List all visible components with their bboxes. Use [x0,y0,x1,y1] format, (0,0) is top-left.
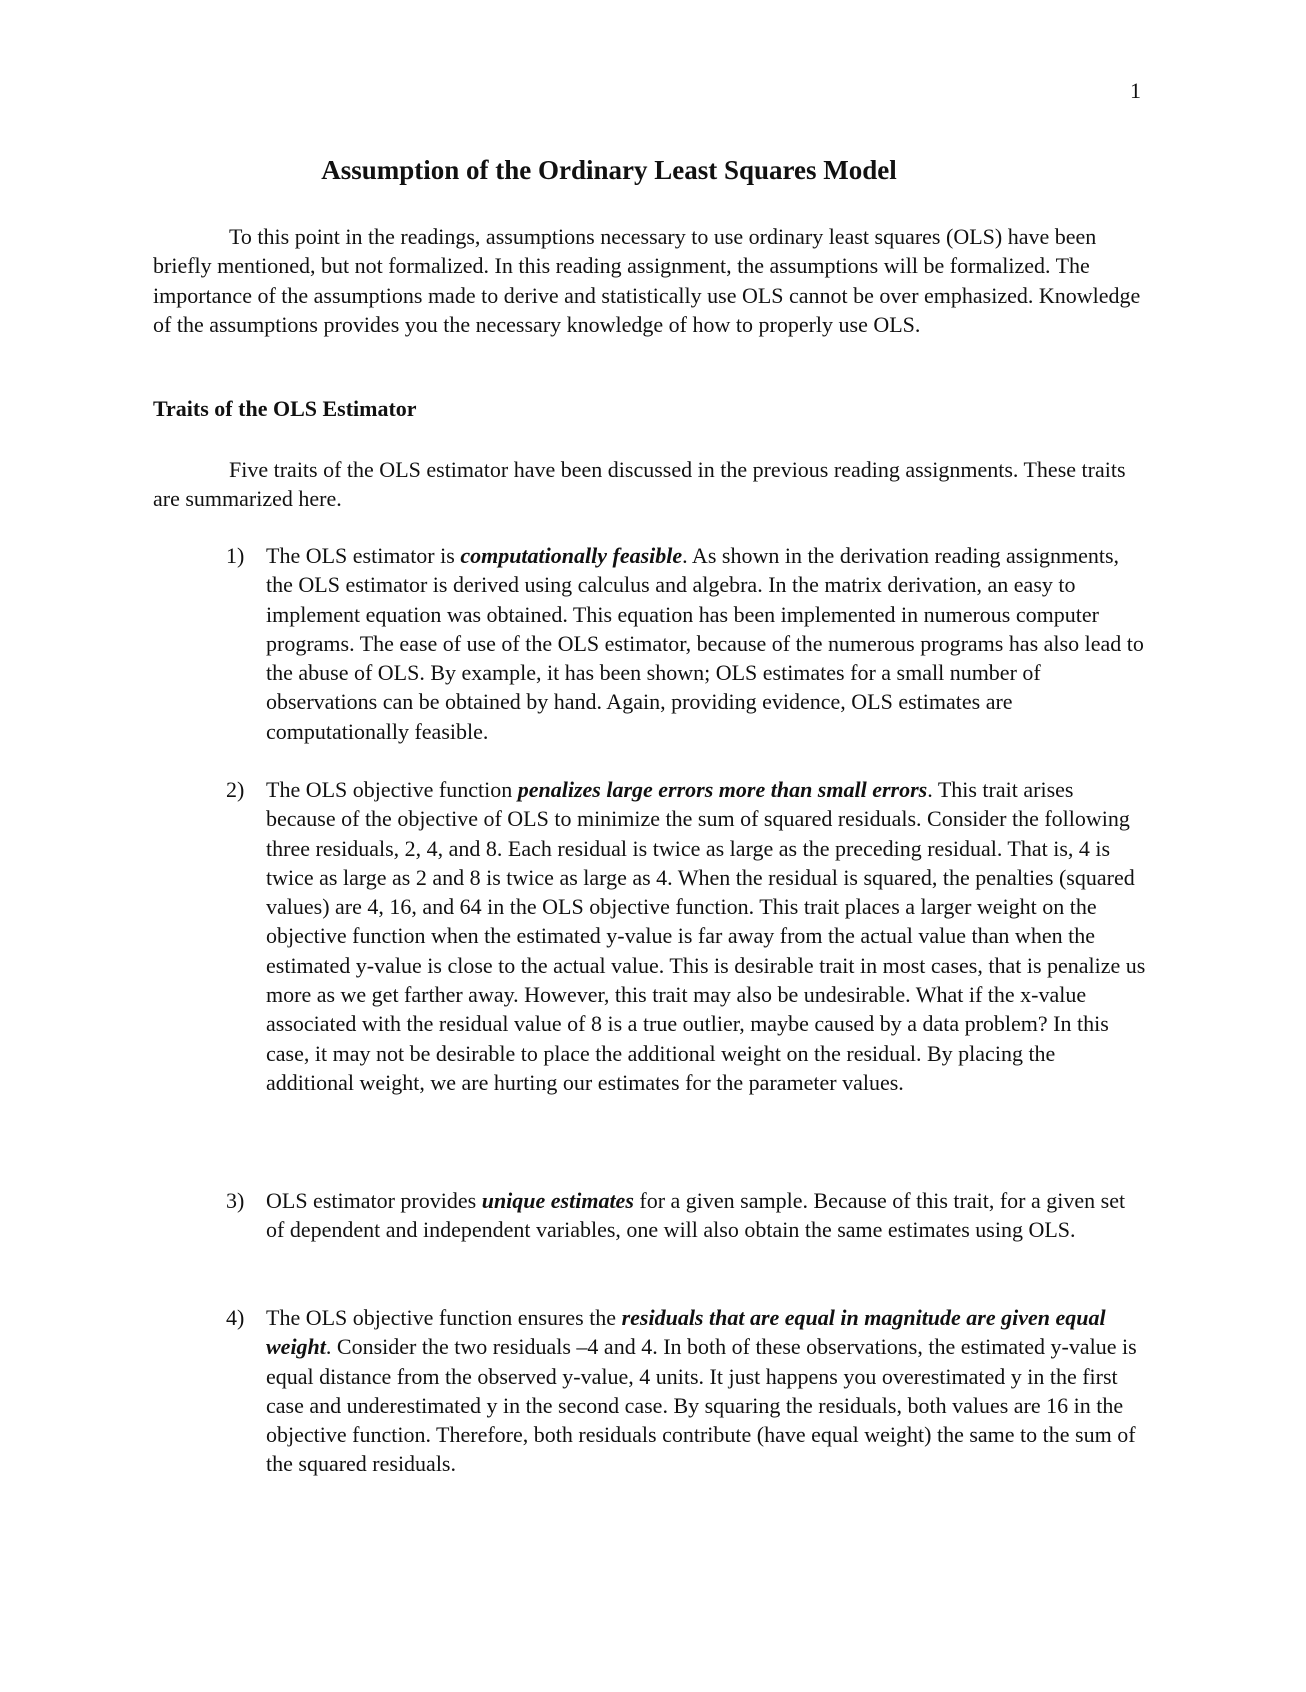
trait-number: 1) [226,543,245,568]
trait-text-before: The OLS objective function ensures the [266,1305,622,1330]
intro-paragraph: To this point in the readings, assumptions necessary to use ordinary least squares (OLS) have been briefly mentioned, but not formalized. In this reading assignment, the assumptions will be formalized. The importance of the assumptions made to derive and statistically use OLS cannot be over emphasized. Knowledge of the assumptions provides you the necessary knowledge of how to properly use OLS. [153,224,1141,337]
traits-intro-paragraph: Five traits of the OLS estimator have been discussed in the previous reading assignments. These traits are summarized here. [153,457,1126,512]
trait-text-before: The OLS estimator is [266,543,461,568]
trait-text-before: The OLS objective function [266,777,518,802]
trait-emphasis: computationally feasible [460,543,683,568]
trait-item-1 [226,541,1146,746]
page-number: 1 [1130,78,1141,103]
trait-item-2 [226,775,1146,1097]
trait-item-4 [226,1303,1146,1479]
trait-text-after: for a given sample. Because of this trait, for a given set of dependent and independent variables, one will also obtain the same estimates using OLS. [266,1188,1126,1243]
trait-text [266,541,1146,746]
trait-emphasis: unique estimates [481,1188,634,1213]
section-heading: Traits of the OLS Estimator [153,396,417,421]
trait-text-before: OLS estimator provides [266,1188,482,1213]
trait-emphasis: residuals that are equal in magnitude are given equal weight [266,1305,1106,1360]
trait-text-after: . This trait arises because of the objective of OLS to minimize the sum of squared residuals. Consider the following three residuals, 2, 4, and 8. Each residual is twice as large as the preceding residual. That is, 4 is twice as large as 2 and 8 is twice as large as 4. When the residual is squared, the penalties (squared values) are 4, 16, and 64 in the OLS objective function. This trait places a larger weight on the objective function when the estimated y-value is far away from the actual value than when the estimated y-value is close to the actual value. This is desirable trait in most cases, that is penalize us more as we get farther away. However, this trait may also be undesirable. What if the x-value associated with the residual value of 8 is a true outlier, maybe caused by a data problem? In this case, it may not be desirable to place the additional weight on the residual. By placing the additional weight, we are hurting our estimates for the parameter values. [266,777,1146,1095]
trait-item-3 [226,1186,1146,1245]
document-title: Assumption of the Ordinary Least Squares Model [321,155,897,185]
trait-number: 4) [226,1305,245,1330]
trait-text [266,775,1146,1097]
trait-text-after: . As shown in the derivation reading assignments, the OLS estimator is derived using calculus and algebra. In the matrix derivation, an easy to implement equation was obtained. This equation has been implemented in numerous computer programs. The ease of use of the OLS estimator, because of the numerous programs has also lead to the abuse of OLS. By example, it has been shown; OLS estimates for a small number of observations can be obtained by hand. Again, providing evidence, OLS estimates are computationally feasible. [266,543,1144,744]
trait-text [266,1186,1146,1245]
trait-text-after: . Consider the two residuals –4 and 4. In both of these observations, the estimated y-value is equal distance from the observed y-value, 4 units. It just happens you overestimated y in the first case and underestimated y in the second case. By squaring the residuals, both values are 16 in the objective function. Therefore, both residuals contribute (have equal weight) the same to the sum of the squared residuals. [266,1334,1137,1477]
trait-text [266,1303,1146,1479]
trait-emphasis: penalizes large errors more than small errors [517,777,928,802]
trait-number: 2) [226,777,245,802]
trait-number: 3) [226,1188,245,1213]
